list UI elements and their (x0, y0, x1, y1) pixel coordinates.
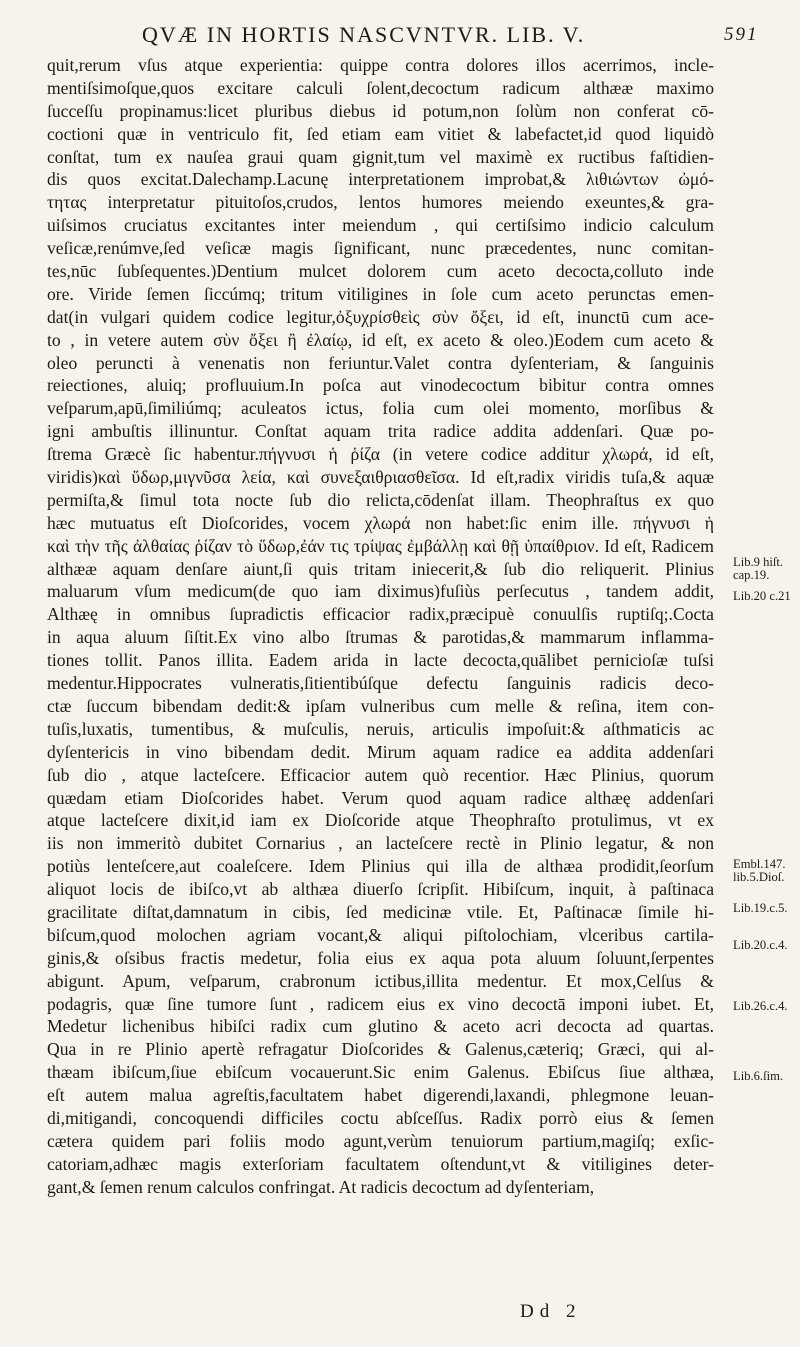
text-line: quit,rerum vſus atque experientia: quippe contra dolores illos acerrimos, incle- (47, 55, 714, 75)
text-line: ore. Viride ſemen ſiccúmq; tritum vitiligines in ſole cum aceto perunctas emen- (47, 283, 714, 304)
margin-note: Lib.20 c.21 (733, 589, 791, 603)
text-line: eſt autem malua agreſtis,facultatem habet digerendi,laxandi, phlegmone leuan- (47, 1085, 714, 1106)
text-line: dyſentericis in vino bibendam dedit. Mirum aquam radice ea addita addenſari (47, 741, 714, 762)
margin-note: Lib.6.ſim. (733, 1069, 784, 1083)
text-line: tuſis,luxatis, tumentibus, & muſculis, neruis, articulis impoſuit:& aſthmaticis ac (47, 718, 714, 739)
text-line: viridis)καὶ ὕδωρ,μιγνῦσα λεία, καὶ συνεξαιθριασθεῖσα. Id eſt,radix viridis tuſa,& aquæ (47, 467, 714, 488)
text-line: althææ aquam denſare aiunt,ſi quis tritam iniecerit,& ſub dio reliquerit. Plinius (47, 558, 714, 579)
text-line: cætera quidem pari foliis modo agunt,verùm tenuiorum partium,magiſq; exſic- (47, 1130, 714, 1151)
text-line: uiſsimos cruciatus excitantes inter meiendum , qui certiſsimo indicio calculum (47, 215, 714, 236)
margin-note: Embl.147. lib.5.Dioſ. (733, 857, 786, 884)
text-line: gant,& ſemen renum calculos confringat. At radicis decoctum ad dyſenteriam, (47, 1176, 595, 1197)
text-line: podagris, quæ ſine tumore ſunt , radicem eius ex vino decoctā imponi iubet. Et, (47, 993, 714, 1014)
text-line: dat(in vulgari quidem codice legitur,ὀξυχρίσθεὶς σὺν ὄξει, id eſt, inunctū cum ace- (47, 306, 714, 327)
text-line: coctioni quæ in ventriculo fit, ſed etiam eam vitiet & labefactet,id quod liquidò (47, 123, 714, 144)
text-line: ctæ ſuccum bibendam dedit:& ipſam vulneribus cum melle & reſina, item con- (47, 695, 714, 716)
margin-note: Lib.26.c.4. (733, 999, 788, 1013)
text-line: biſcum,quod molochen agriam vocant,& aliqui piſtolochiam, vlceribus cartila- (47, 924, 714, 945)
text-line: potiùs lenteſcere,aut coaleſcere. Idem Plinius qui illa de althæa prodidit,ſeorſum (47, 856, 714, 877)
text-line: καὶ τὴν τῆς ἀλθαίας ῥίζαν τὸ ὕδωρ,ἐάν τις τρίψας ἐμβάλλῃ καὶ θῇ ὑπαίθριον. Id eſt, Radicem (47, 535, 714, 556)
running-title: QVÆ IN HORTIS NASCVNTVR. LIB. V. (142, 22, 586, 47)
text-line: to , in vetere autem σὺν ὄξει ἢ ἐλαίῳ, id eſt, ex aceto & oleo.)Eodem cum aceto & (47, 329, 714, 350)
text-line: iis non immeritò dubitet Cornarius , an lacteſcere rectè in Plinio legatur, & non (47, 833, 714, 854)
text-line: aliquot locis de ibiſco,vt ab althæa diuerſo ſcripſit. Hibiſcum, inquit, à paſtinaca (47, 879, 714, 900)
text-line: Althæę in omnibus ſupradictis efficacior radix,præcipuè conuulſis ruptiſq;.Cocta (47, 604, 714, 625)
text-line: reiectiones, aluiq; profluuium.In poſca aut vinodecoctum bibitur contra omnes (47, 375, 714, 396)
text-line: oleo peruncti à venenatis non feriuntur.Valet contra dyſenteriam, & ſanguinis (47, 352, 714, 373)
text-line: di,mitigandi, concoquendi difficiles coctu abſceſſus. Radix porrò eius & ſemen (47, 1107, 714, 1128)
page-number: 591 (724, 24, 759, 45)
running-header (0, 22, 800, 46)
text-line: maluarum vſum medicum(de quo iam diximus)fuſiùs perſecutus , tandem addit, (47, 581, 714, 602)
text-line: medentur.Hippocrates vulneratis,ſitientibúſque defectu ſanguinis radicis deco- (47, 673, 714, 694)
text-line: ſtrema Græcè ſic habentur.πήγνυσι ἡ ῥίζα (in vetere codice additur χλωρά, id eſt, (47, 444, 714, 465)
text-line: hæc mutuatus eſt Dioſcorides, vocem χλωρά non habet:ſic enim ille. πήγνυσι ἡ (47, 512, 714, 533)
margin-note: Lib.20.c.4. (733, 938, 788, 952)
text-line: quædam etiam Dioſcorides habet. Verum quod aquam radice althæę addenſari (47, 787, 714, 808)
text-line: ginis,& oſsibus fractis medetur, folia eius ex aqua pota aluum ſoluunt,ſerpentes (47, 947, 714, 968)
main-text (47, 54, 714, 1199)
text-line: thæam ibiſcum,ſiue ebiſcum vocauerunt.Sic enim Galenus. Ebiſcus ſiue althæa, (47, 1062, 714, 1083)
text-line: τητας interpretatur pituitoſos,crudos, lentos humores meiendo exeuntes,& gra- (47, 192, 714, 213)
margin-note: Lib.9 hiſt. cap.19. (733, 555, 784, 582)
text-line: conſtat, tum ex nauſea graui quam gignit,tum vel maximè ex ructibus faſtidien- (47, 146, 714, 167)
text-line: tes,nūc ſubſequentes.)Dentium mulcet dolorem cum aceto decocta,colluto inde (47, 261, 714, 282)
text-line: ſucceſſu propinamus:licet pluribus diebus id potum,non ſolùm non conferat cō- (47, 100, 714, 121)
text-line: abigunt. Apum, veſparum, crabronum ictibus,illita medentur. Et mox,Celſus & (47, 970, 714, 991)
text-line: atque lacteſcere dixit,id iam ex Dioſcoride atque Theophraſto protulimus, vt ex (47, 810, 714, 831)
text-line: in aqua aluum ſiſtit.Ex vino albo ſtrumas & parotidas,& mammarum inflamma- (47, 627, 714, 648)
text-line: veſparum,apū,ſimiliúmq; aculeatos ictus, folia cum olei momento, morſibus & (47, 398, 714, 419)
signature-mark: Dd 2 (520, 1301, 582, 1322)
margin-note: Lib.19.c.5. (733, 901, 788, 915)
text-line: ſub dio , atque lacteſcere. Efficacior autem quò recentior. Hæc Plinius, quorum (47, 764, 714, 785)
text-line: Qua in re Plinio apertè refragatur Dioſcorides & Galenus,cæteriq; Græci, qui al- (47, 1039, 714, 1060)
text-line: dis quos excitat.Dalechamp.Lacunę interpretationem improbat,& λιθιώντων ὠμό- (47, 169, 714, 190)
text-line: igni ambuſtis illinuntur. Conſtat aquam trita radice addita addenſari. Quæ po- (47, 421, 714, 442)
text-line: tiones tollit. Panos illita. Eadem arida in lacte decocta,quālibet pernicioſæ tuſsi (47, 650, 714, 671)
text-line: permiſta,& ſimul tota nocte ſub dio relicta,cōdenſat illam. Theophraſtus ex quo (47, 489, 714, 510)
text-line: gracilitate diſtat,damnatum in cibis, ſed medicinæ vtile. Et, Paſtinacæ ſimile hi- (47, 901, 714, 922)
text-line: catoriam,adhæc magis exterſoriam facultatem oſtendunt,vt & vitiligines deter- (47, 1153, 714, 1174)
text-line: Medetur lichenibus hibiſci radix cum glutino & aceto acri decocta ad quartas. (47, 1016, 714, 1037)
text-line: veſicæ,renúmve,ſed veſicæ magis ſignificant, nunc præcedentes, nunc comitan- (47, 238, 714, 259)
text-line: mentiſsimoſque,quos excitare calculi ſolent,decoctum radicum althææ maximo (47, 77, 714, 98)
